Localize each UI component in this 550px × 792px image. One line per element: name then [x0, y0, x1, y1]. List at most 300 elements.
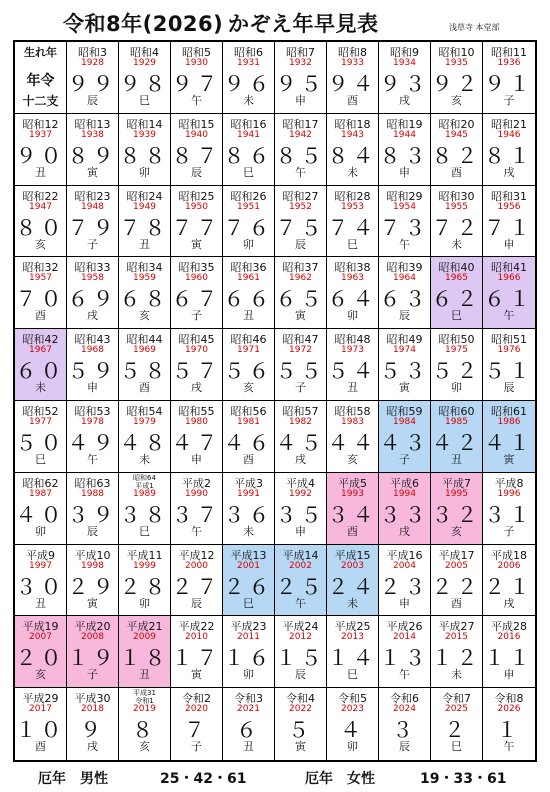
era-label: 昭和47 [282, 333, 319, 347]
year-cell [431, 545, 483, 617]
year-cell [15, 616, 67, 688]
year-cell [119, 114, 171, 186]
kazoe-age: ７８ [119, 215, 170, 240]
zodiac-sign: 卯 [347, 740, 358, 754]
era-label: 昭和6 [234, 46, 263, 59]
era-label: 平成30 [74, 692, 111, 706]
year-cell [275, 401, 327, 473]
kazoe-age: １７ [171, 646, 222, 671]
gregorian-year: 1982 [289, 417, 312, 427]
era-label: 昭和24 [126, 189, 163, 203]
era-label: 昭和34 [126, 261, 163, 275]
kazoe-age: ９ [80, 718, 105, 743]
zodiac-sign: 酉 [35, 309, 46, 323]
kazoe-age: ３０ [15, 574, 66, 599]
era-label: 昭和59 [386, 405, 423, 418]
kazoe-age: ９０ [15, 143, 66, 168]
era-label: 平成20 [74, 620, 111, 634]
kazoe-age: ９２ [431, 72, 482, 96]
kazoe-age: ３６ [223, 502, 274, 527]
era-label: 平成8 [494, 476, 524, 490]
kazoe-age: ２０ [15, 646, 66, 671]
zodiac-sign: 戌 [87, 740, 98, 754]
zodiac-sign: 亥 [243, 381, 254, 395]
year-cell [119, 473, 171, 545]
age-table [13, 40, 537, 762]
year-cell [379, 688, 431, 760]
page-header [0, 0, 550, 40]
era-label: 昭和17 [282, 117, 319, 131]
kazoe-age: ４５ [275, 431, 326, 455]
row-divider [15, 400, 535, 401]
gregorian-year: 1944 [393, 129, 416, 140]
gregorian-year: 1972 [289, 345, 312, 356]
year-cell [223, 616, 275, 688]
zodiac-sign: 丑 [35, 596, 46, 610]
kazoe-age: ７２ [431, 215, 482, 240]
zodiac-sign: 寅 [399, 381, 410, 395]
zodiac-sign: 申 [191, 453, 202, 466]
zodiac-sign: 寅 [295, 740, 306, 754]
zodiac-sign: 卯 [139, 596, 150, 610]
zodiac-sign: 巳 [451, 309, 462, 323]
gregorian-year: 1940 [185, 129, 208, 140]
year-cell [379, 186, 431, 258]
gregorian-year: 2000 [185, 560, 208, 571]
year-cell [15, 186, 67, 258]
year-cell [15, 688, 67, 760]
year-cell [67, 186, 119, 258]
kazoe-age: ８ [132, 718, 157, 743]
era-label: 平成25 [334, 620, 371, 634]
gregorian-year: 1993 [341, 488, 364, 499]
year-cell [275, 42, 327, 114]
zodiac-sign: 丑 [451, 453, 462, 466]
kazoe-age: ２ [444, 718, 469, 743]
era-label: 昭和44 [126, 333, 163, 347]
gregorian-year: 1992 [289, 488, 312, 499]
kazoe-age: ８６ [223, 143, 274, 168]
year-cell [431, 186, 483, 258]
kazoe-age: ４７ [171, 431, 222, 455]
zodiac-sign: 丑 [35, 165, 46, 179]
era-label: 昭和14 [126, 117, 163, 131]
era-label: 昭和50 [438, 333, 475, 347]
zodiac-sign: 巳 [35, 453, 46, 466]
gregorian-year: 1960 [185, 273, 208, 284]
year-cell [67, 42, 119, 114]
kazoe-age: ６３ [379, 287, 430, 312]
zodiac-sign: 卯 [451, 381, 462, 395]
era-label: 昭和12 [22, 117, 59, 131]
era-label: 昭和39 [386, 261, 423, 275]
zodiac-sign: 亥 [139, 740, 150, 754]
era-label: 昭和33 [74, 261, 111, 275]
gregorian-year: 1994 [393, 488, 416, 499]
kazoe-age: ５５ [275, 359, 326, 384]
kazoe-age: ４６ [223, 431, 274, 455]
zodiac-sign: 寅 [191, 237, 202, 251]
year-cell [275, 114, 327, 186]
zodiac-sign: 未 [347, 165, 358, 179]
year-cell [223, 401, 275, 473]
era-label: 昭和35 [178, 261, 215, 275]
gregorian-year: 2025 [445, 704, 468, 715]
zodiac-sign: 卯 [139, 165, 150, 179]
gregorian-year: 1976 [497, 345, 521, 356]
era-label: 平成13 [230, 548, 267, 562]
era-label: 昭和28 [334, 189, 371, 203]
male-yakudoshi-ages: 25・42・61 [160, 771, 247, 787]
year-cell [119, 545, 171, 617]
kazoe-age: ９４ [327, 72, 378, 96]
kazoe-age: ６ [236, 718, 261, 743]
year-cell [483, 42, 535, 114]
gregorian-year: 1929 [133, 58, 156, 68]
kazoe-age: ７４ [327, 215, 378, 240]
era-label: 平成7 [442, 476, 471, 490]
kazoe-age: ６６ [223, 287, 274, 312]
era-label: 昭和9 [390, 46, 419, 59]
zodiac-sign: 戌 [503, 596, 515, 610]
era-label: 平成4 [286, 476, 315, 490]
gregorian-year: 2004 [393, 560, 416, 571]
zodiac-sign: 亥 [451, 524, 462, 538]
year-cell [483, 545, 535, 617]
era-label: 昭和58 [334, 405, 371, 418]
year-cell [379, 329, 431, 401]
kazoe-age: １８ [119, 646, 170, 671]
gregorian-year: 2009 [133, 632, 156, 643]
kazoe-age: ３３ [379, 502, 430, 527]
zodiac-sign: 巳 [451, 740, 462, 754]
gregorian-year: 2024 [393, 704, 416, 715]
zodiac-sign: 辰 [191, 596, 202, 610]
era-label: 令和7 [442, 692, 471, 706]
gregorian-year: 1931 [237, 58, 260, 68]
year-cell [15, 545, 67, 617]
era-label: 昭和18 [334, 117, 371, 131]
publisher-label: 浅草寺 本堂部 [449, 23, 500, 32]
kazoe-age: ２１ [484, 574, 534, 599]
gregorian-year: 1988 [81, 488, 104, 499]
era-label: 昭和38 [334, 261, 371, 275]
kazoe-age: ９６ [223, 72, 274, 96]
zodiac-sign: 子 [87, 668, 98, 682]
era-label: 平成12 [178, 548, 215, 562]
row-divider [15, 687, 535, 688]
gregorian-year: 1941 [237, 129, 260, 140]
year-cell [431, 329, 483, 401]
era-label: 昭和3 [78, 46, 107, 59]
zodiac-sign: 子 [399, 453, 410, 466]
zodiac-sign: 丑 [243, 740, 254, 754]
era-label: 令和8 [494, 692, 524, 706]
zodiac-sign: 亥 [451, 94, 462, 107]
year-cell [483, 473, 535, 545]
zodiac-sign: 辰 [295, 237, 306, 251]
year-cell [119, 186, 171, 258]
zodiac-sign: 戌 [399, 524, 410, 538]
gregorian-year: 1984 [393, 417, 416, 427]
era-label: 昭和55 [178, 405, 215, 418]
era-label: 昭和20 [438, 117, 475, 131]
kazoe-age: ５１ [484, 359, 534, 384]
era-label: 昭和41 [491, 261, 527, 275]
year-cell [223, 42, 275, 114]
year-cell [379, 616, 431, 688]
gregorian-year: 1950 [185, 201, 208, 212]
year-cell [327, 329, 379, 401]
era-label: 昭和63 [74, 476, 111, 490]
kazoe-age: １９ [67, 646, 118, 671]
kazoe-age: ７０ [15, 287, 66, 312]
year-cell [483, 114, 535, 186]
zodiac-sign: 戌 [399, 94, 410, 107]
era-label: 昭和29 [386, 189, 423, 203]
kazoe-age: ６５ [275, 287, 326, 312]
era-label: 昭和11 [491, 46, 527, 59]
zodiac-sign: 丑 [139, 237, 150, 251]
gregorian-year: 1978 [81, 417, 104, 427]
gregorian-year: 2010 [185, 632, 208, 643]
gregorian-year: 2006 [497, 560, 521, 571]
kazoe-age: ５６ [223, 359, 274, 384]
zodiac-sign: 辰 [399, 309, 410, 323]
year-cell [119, 329, 171, 401]
era-label: 昭和30 [438, 189, 475, 203]
zodiac-sign: 巳 [243, 596, 254, 610]
era-label: 昭和45 [178, 333, 215, 347]
year-cell [327, 545, 379, 617]
footer [0, 764, 550, 792]
gregorian-year: 1930 [185, 58, 208, 68]
kazoe-age: ８２ [431, 143, 482, 168]
row-divider [15, 615, 535, 616]
era-label: 昭和40 [438, 261, 475, 275]
year-cell [223, 257, 275, 329]
era-label: 平成22 [178, 620, 215, 634]
year-cell [483, 257, 535, 329]
gregorian-year: 1973 [341, 345, 364, 356]
era-label: 昭和60 [438, 405, 475, 418]
year-cell [275, 545, 327, 617]
kazoe-age: １０ [15, 718, 66, 743]
kazoe-age: ８８ [119, 143, 170, 168]
kazoe-age: ８０ [15, 215, 66, 240]
zodiac-sign: 午 [87, 453, 98, 466]
gregorian-year: 1968 [81, 345, 104, 356]
zodiac-sign: 子 [87, 237, 98, 251]
zodiac-sign: 寅 [87, 165, 98, 179]
kazoe-age: ７５ [275, 215, 326, 240]
row-divider [15, 256, 535, 257]
gregorian-year: 1964 [393, 273, 416, 284]
kazoe-age: ８９ [67, 143, 118, 168]
era-label: 平成31 令和1 [133, 689, 156, 706]
kazoe-age: １５ [275, 646, 326, 671]
gregorian-year: 2016 [497, 632, 521, 643]
kazoe-age: ６９ [67, 287, 118, 312]
gregorian-year: 1983 [341, 417, 364, 427]
gregorian-year: 2021 [237, 704, 260, 715]
kazoe-age: ５４ [327, 359, 378, 384]
gregorian-year: 1939 [133, 129, 156, 140]
era-label: 平成15 [334, 548, 371, 562]
gregorian-year: 2017 [29, 704, 52, 715]
zodiac-sign: 未 [35, 381, 46, 395]
year-cell [327, 401, 379, 473]
gregorian-year: 1933 [341, 58, 364, 68]
gregorian-year: 1969 [133, 345, 156, 356]
gregorian-year: 2001 [237, 560, 260, 571]
gregorian-year: 1937 [29, 129, 52, 140]
era-label: 平成24 [282, 620, 319, 634]
zodiac-sign: 戌 [191, 381, 202, 395]
year-cell [15, 257, 67, 329]
era-label: 昭和13 [74, 117, 111, 131]
era-label: 昭和31 [491, 189, 527, 203]
zodiac-sign: 巳 [139, 524, 150, 538]
year-cell [67, 688, 119, 760]
kazoe-age: ４１ [484, 431, 534, 455]
kazoe-age: ９９ [67, 72, 118, 96]
gregorian-year: 1934 [393, 58, 416, 68]
kazoe-age: ４ [340, 718, 365, 743]
gregorian-year: 1949 [133, 201, 156, 212]
zodiac-sign: 卯 [243, 668, 254, 682]
kazoe-age: ９８ [119, 72, 170, 96]
kazoe-age: ４２ [431, 431, 482, 455]
zodiac-sign: 戌 [87, 309, 98, 323]
zodiac-sign: 申 [503, 237, 515, 251]
zodiac-sign: 酉 [243, 453, 254, 466]
gregorian-year: 1996 [497, 488, 521, 499]
kazoe-age: ５３ [379, 359, 430, 384]
zodiac-sign: 午 [191, 94, 202, 107]
year-cell [275, 186, 327, 258]
kazoe-age: ６１ [484, 287, 534, 312]
year-cell [67, 257, 119, 329]
era-label: 昭和36 [230, 261, 267, 275]
page-title-year: 令和8年(2026) [63, 12, 224, 36]
era-label: 平成2 [182, 476, 211, 490]
kazoe-age: １ [496, 718, 522, 743]
era-label: 昭和62 [22, 476, 59, 490]
gregorian-year: 1952 [289, 201, 312, 212]
year-cell [223, 545, 275, 617]
era-label: 昭和37 [282, 261, 319, 275]
zodiac-sign: 酉 [451, 596, 462, 610]
gregorian-year: 2018 [81, 704, 104, 715]
kazoe-age: ６８ [119, 287, 170, 312]
year-cell [327, 688, 379, 760]
gregorian-year: 1998 [81, 560, 104, 571]
kazoe-age: ７６ [223, 215, 274, 240]
kazoe-age: ９１ [484, 72, 534, 96]
gregorian-year: 2020 [185, 704, 208, 715]
gregorian-year: 2022 [289, 704, 312, 715]
kazoe-age: １１ [484, 646, 534, 671]
year-cell [483, 616, 535, 688]
era-label: 平成5 [338, 476, 367, 490]
gregorian-year: 2003 [341, 560, 364, 571]
gregorian-year: 1958 [81, 273, 104, 284]
female-yakudoshi-ages: 19・33・61 [420, 771, 507, 787]
zodiac-sign: 卯 [35, 524, 46, 538]
kazoe-age: ２８ [119, 574, 170, 599]
zodiac-sign: 午 [191, 524, 202, 538]
gregorian-year: 1935 [445, 58, 468, 68]
zodiac-sign: 子 [191, 740, 202, 754]
zodiac-sign: 申 [399, 596, 410, 610]
kazoe-age: ２２ [431, 574, 482, 599]
kazoe-age: ４８ [119, 431, 170, 455]
era-label: 平成28 [491, 620, 527, 634]
kazoe-age: ８１ [484, 143, 534, 168]
year-cell [15, 114, 67, 186]
zodiac-sign: 辰 [87, 94, 98, 107]
gregorian-year: 2013 [341, 632, 364, 643]
gregorian-year: 1946 [497, 129, 521, 140]
era-label: 昭和19 [386, 117, 423, 131]
gregorian-year: 1987 [29, 488, 52, 499]
gregorian-year: 1967 [29, 345, 52, 356]
gregorian-year: 1943 [341, 129, 364, 140]
year-cell [431, 114, 483, 186]
era-label: 昭和49 [386, 333, 423, 347]
gregorian-year: 1999 [133, 560, 156, 571]
year-cell [275, 257, 327, 329]
kazoe-age: ８４ [327, 143, 378, 168]
zodiac-sign: 子 [503, 524, 515, 538]
zodiac-sign: 亥 [139, 309, 150, 323]
year-cell [327, 257, 379, 329]
era-label: 昭和8 [338, 46, 367, 59]
zodiac-sign: 寅 [87, 596, 98, 610]
zodiac-sign: 未 [243, 94, 254, 107]
gregorian-year: 1936 [497, 58, 521, 68]
zodiac-sign: 申 [87, 381, 98, 395]
year-cell [379, 42, 431, 114]
gregorian-year: 1997 [29, 560, 52, 571]
era-label: 平成17 [438, 548, 475, 562]
year-cell [275, 688, 327, 760]
year-cell [15, 401, 67, 473]
year-cell [327, 616, 379, 688]
kazoe-age: ５８ [119, 359, 170, 384]
gregorian-year: 1977 [29, 417, 52, 427]
year-cell [67, 473, 119, 545]
year-cell [483, 688, 535, 760]
year-cell [379, 401, 431, 473]
gregorian-year: 2008 [81, 632, 104, 643]
gregorian-year: 1995 [445, 488, 468, 499]
zodiac-sign: 亥 [347, 453, 358, 466]
zodiac-sign: 子 [503, 94, 515, 107]
era-label: 平成27 [438, 620, 475, 634]
zodiac-sign: 寅 [503, 453, 515, 466]
year-cell [379, 545, 431, 617]
kazoe-age: ７ [184, 718, 209, 743]
gregorian-year: 2023 [341, 704, 364, 715]
zodiac-sign: 未 [347, 596, 358, 610]
year-cell [67, 616, 119, 688]
kazoe-age: ２９ [67, 574, 118, 599]
kazoe-age: １３ [379, 646, 430, 671]
era-label: 昭和52 [22, 405, 59, 418]
gregorian-year: 1971 [237, 345, 260, 356]
